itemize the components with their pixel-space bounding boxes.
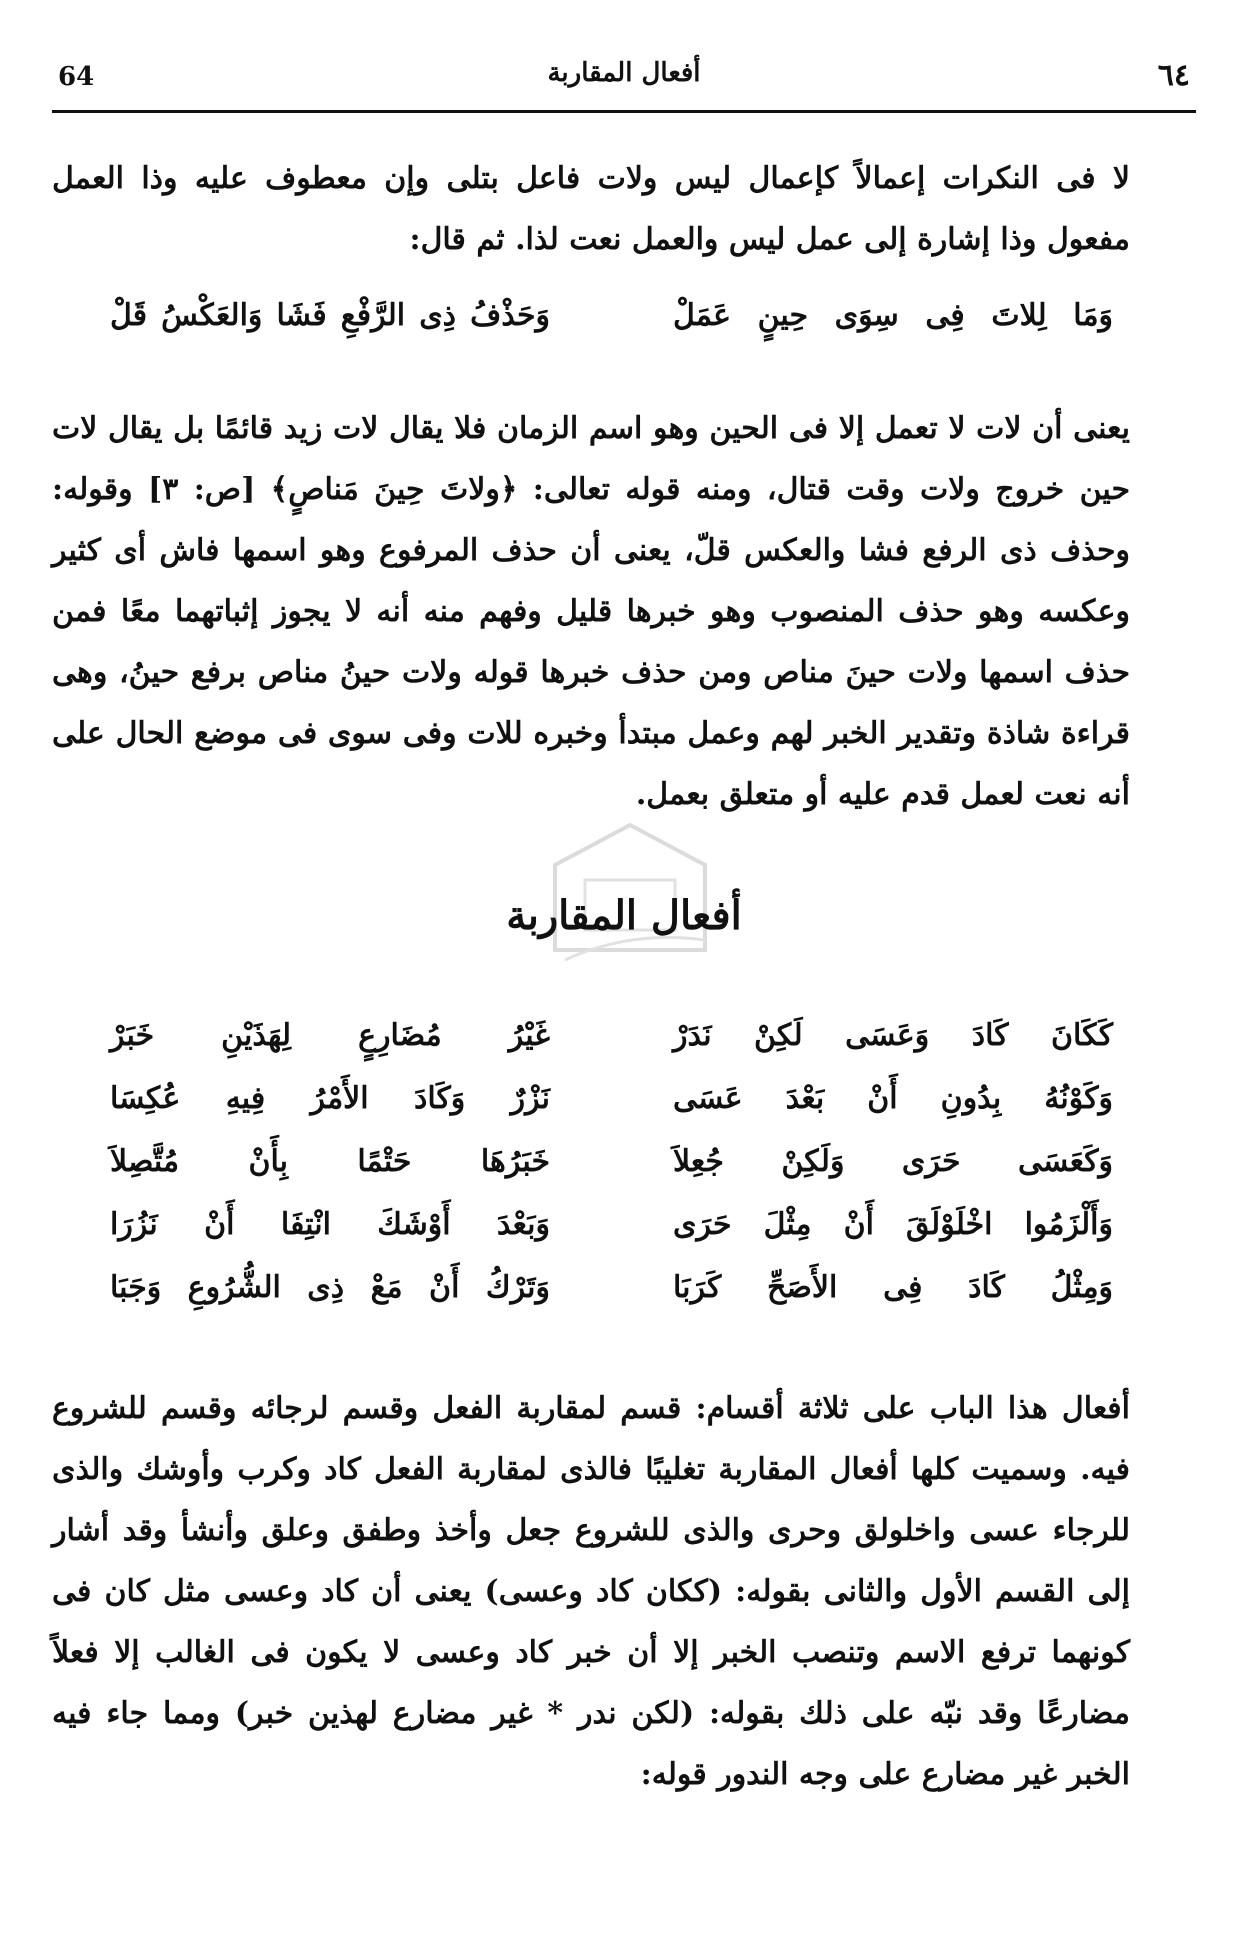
section-heading: أفعال المقاربة — [506, 892, 742, 939]
poem-first-hemistich: وَمِثْلُ كَادَ فِى الأَصَحِّ كَرَبَا — [673, 1270, 1113, 1305]
page-header — [52, 58, 1196, 108]
poem-second-hemistich: نَزْرٌ وَكَادَ الأَمْرُ فِيهِ عُكِسَا — [110, 1081, 550, 1116]
poem-second-hemistich: وَبَعْدَ أَوْشَكَ انْتِفَا أَنْ نَزُرَا — [110, 1207, 550, 1242]
poem-second-hemistich: خَبَرُهَا حَتْمًا بِأَنْ مُتَّصِلاَ — [110, 1144, 550, 1179]
page-number-latin: 64 — [58, 62, 95, 92]
poem-second-hemistich: وَتَرْكُ أَنْ مَعْ ذِى الشُّرُوعِ وَجَبَا — [110, 1270, 550, 1305]
page-number-arabic: ٦٤ — [1157, 58, 1190, 93]
poem-first-hemistich: كَكَانَ كَادَ وَعَسَى لَكِنْ نَدَرْ — [673, 1018, 1113, 1053]
poem-first-hemistich: وَأَلْزَمُوا اخْلَوْلَقَ أَنْ مِثْلَ حَرَى — [673, 1207, 1113, 1242]
poem-line — [110, 1270, 1113, 1332]
poem-line — [110, 1144, 1113, 1206]
verse-first-hemistich: وَمَا لِلاتَ فِى سِوَى حِينٍ عَمَلْ — [673, 298, 1113, 333]
poem-second-hemistich: غَيْرُ مُضَارِعٍ لِهَذَيْنِ خَبَرْ — [110, 1018, 550, 1053]
poem-line — [110, 1081, 1113, 1143]
poem-line — [110, 1207, 1113, 1269]
header-rule — [52, 110, 1196, 113]
paragraph-1: لا فى النكرات إعمالاً كإعمال ليس ولات فاعل بتلى وإن معطوف عليه وذا العمل مفعول وذا إشارة إلى عمل ليس والعمل نعت لذا. ثم قال: — [52, 161, 1130, 257]
verse-second-hemistich: وَحَذْفُ ذِى الرَّفْعِ فَشَا وَالعَكْسُ قَلْ — [110, 298, 550, 333]
poem-first-hemistich: وَكَعَسَى حَرَى وَلَكِنْ جُعِلاَ — [673, 1144, 1113, 1179]
running-title: أفعال المقاربة — [547, 58, 701, 88]
poem-first-hemistich: وَكَوْنُهُ بِدُونِ أَنْ بَعْدَ عَسَى — [673, 1081, 1113, 1116]
paragraph-3: أفعال هذا الباب على ثلاثة أقسام: قسم لمقاربة الفعل وقسم لرجائه وقسم للشروع فيه. وسميت كلها أفعال المقاربة تغليبًا فالذى لمقاربة الفعل كاد وكرب وأوشك والذى للرجاء عسى واخلولق وحرى والذى للشروع جعل وأخذ وطفق وعلق وأنشأ وقد أشار إلى القسم الأول والثانى بقوله: (ككان كاد وعسى) يعنى أن كاد وعسى مثل كان فى كونهما ترفع الاسم وتنصب الخبر إلا أن خبر كاد وعسى لا يكون فى الغالب إلا فعلاً مضارعًا وقد نبّه على ذلك بقوله: (لكن ندر * غير مضارع لهذين خبر) ومما جاء فيه الخبر غير مضارع على وجه الندور قوله: — [52, 1391, 1130, 1792]
paragraph-2: يعنى أن لات لا تعمل إلا فى الحين وهو اسم الزمان فلا يقال لات زيد قائمًا بل يقال لات حين خروج ولات وقت قتال، ومنه قوله تعالى: ﴿ولاتَ حِينَ مَناصٍ﴾ [ص: ٣] وقوله: وحذف ذى الرفع فشا والعكس قلّ، يعنى أن حذف المرفوع وهو اسمها فاش أى كثير وعكسه وهو حذف المنصوب وهو خبرها قليل وفهم منه أنه لا يجوز إثباتهما معًا فمن حذف اسمها ولات حينَ مناص ومن حذف خبرها قوله ولات حينُ مناص برفع حينُ، وهى قراءة شاذة وتقدير الخبر لهم وعمل مبتدأ وخبره للات وفى سوى فى موضع الحال على أنه نعت لعمل قدم عليه أو متعلق بعمل. — [52, 411, 1131, 812]
poem-line — [110, 1018, 1113, 1080]
verse-line-intro — [110, 298, 1113, 360]
